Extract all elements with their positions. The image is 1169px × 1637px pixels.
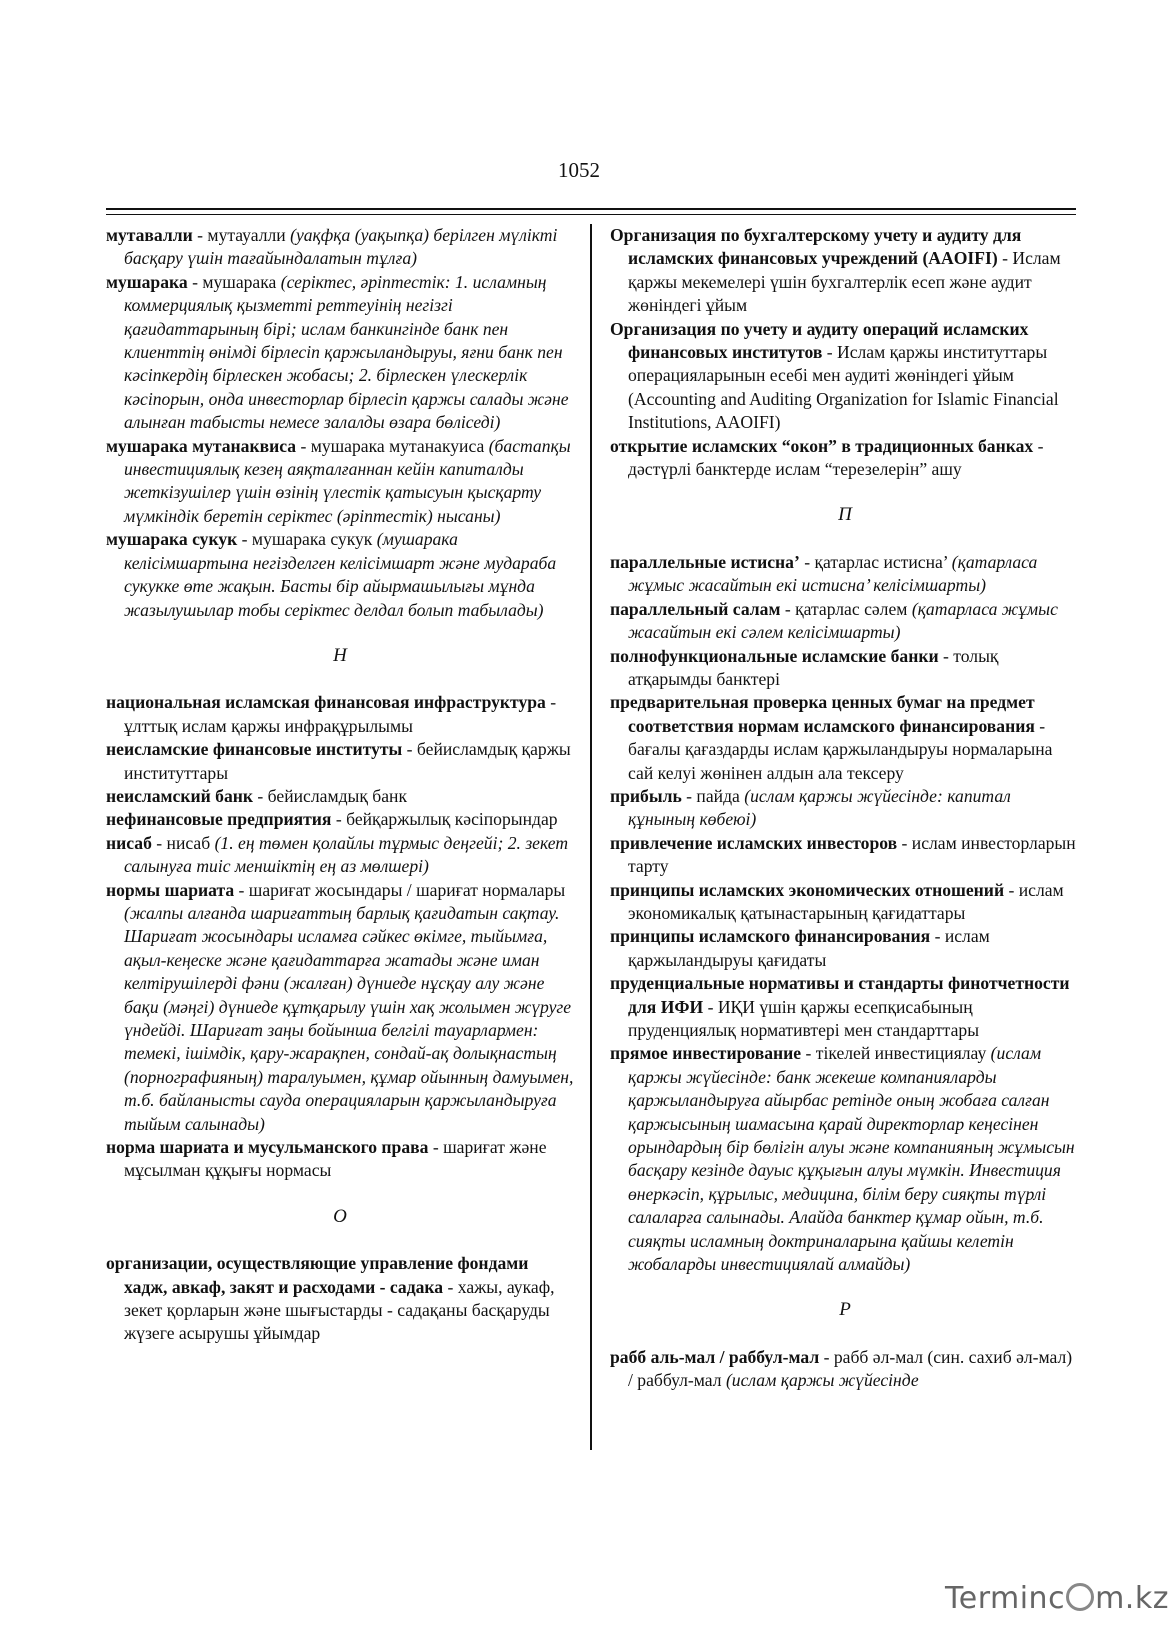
entry-term: мушарака — [106, 271, 188, 292]
glossary-entry — [610, 972, 1080, 1042]
entry-term: нисаб — [106, 832, 152, 853]
entry-term: мушарака мутанаквиса — [106, 435, 297, 456]
entry-gloss: (уақфқа (уақыпқа) берілген мүлікті басқару үшін тағайындалатын тұлға) — [124, 225, 558, 269]
entry-term: полнофункциональные исламские банки — [610, 645, 939, 666]
glossary-entry — [610, 1346, 1080, 1393]
entry-term: мутавалли — [106, 225, 193, 245]
entry-translation: - рабб әл-мал (син. сахиб әл-мал) / раббул-мал — [628, 1346, 1073, 1391]
glossary-entry — [610, 224, 1080, 318]
entry-term: привлечение исламских инвесторов — [610, 832, 898, 853]
entry-gloss: (жалпы алғанда шариғаттың барлық қағидатын сақтау. Шариғат жосындары исламға сәйкес өкімге, тыйымға, ақыл-кеңеске және қағидаттарға жатады және иман келтірушілерді фәни (жалған) дүниеде нұсқау алу және бақи (мәңгі) дүниеде құтқарылу үшін хақ жолымен жүруге үндейді. Шариғат заңы бойынша белгілі тауарлармен: темекі, ішімдік, қару-жарақпен, сондай-ақ долықнастың (порнографияның) таралуымен, құмар ойынның дамуымен, т.б. байланысты сауда операцияларын қаржыландыруға тыйым салынады) — [124, 902, 574, 1134]
entry-term: неисламские финансовые институты — [106, 739, 403, 760]
entry-translation: - шариғат жосындары / шариғат нормалары — [234, 879, 566, 900]
entry-term: предварительная проверка ценных бумаг на предмет соответствия нормам исламского финансирования — [610, 692, 1035, 736]
entry-translation: - ислам қаржыландыруы қағидаты — [628, 926, 990, 970]
header-rule-thin — [106, 214, 1076, 215]
entry-translation: - мушарака сукук — [237, 529, 377, 550]
entry-term: Организация по бухгалтерскому учету и аудиту для исламских финансовых учреждений (AAOIFI) — [610, 225, 1022, 269]
logo-ring-icon — [1066, 1583, 1094, 1611]
entry-translation: - бейқаржылық кәсіпорындар — [331, 809, 558, 830]
glossary-entry — [106, 528, 574, 622]
glossary-entry — [610, 691, 1080, 785]
entry-term: мушарака сукук — [106, 529, 238, 550]
glossary-entry — [610, 785, 1080, 832]
glossary-entry — [106, 738, 574, 785]
entry-translation: - нисаб — [151, 832, 215, 853]
entry-gloss: (мушарака келісімшартына негізделген келісімшарт және мудараба сукукке өте жақын. Басты бір айырмашылығы мұнда жазылушылар тобы серіктес делдал болып табылады) — [124, 529, 557, 620]
entry-term: прибыль — [610, 785, 682, 806]
logo-text-mid: erminc — [958, 1581, 1066, 1616]
glossary-entry — [106, 785, 574, 808]
entry-term: организации, осуществляющие управление фондами хадж, авкаф, закят и расходами - садака — [106, 1253, 529, 1297]
entry-term: пруденциальные нормативы и стандарты финотчетности для ИФИ — [610, 973, 1070, 1017]
entry-term: нормы шариата — [106, 879, 235, 900]
entry-gloss: (бастапқы инвестициялық кезең аяқталғаннан кейін капиталды жеткізушілер үшін өзінің үлестік қатысуын қысқарту мүмкіндік беретін серіктес (әріптестік) нысаны) — [124, 435, 571, 526]
left-column — [106, 224, 574, 1346]
entry-term: неисламский банк — [106, 785, 254, 806]
entry-gloss: (қатарласа жұмыс жасайтын екі сәлем келісімшарты) — [628, 598, 1058, 643]
glossary-entry — [106, 808, 574, 831]
glossary-entry — [106, 691, 574, 738]
entry-gloss: (ислам қаржы жүйесінде: банк жекеше компанияларды қаржыландыруға айырбас ретінде оның жобаға салған қаржысының шамасына қарай директорлар кеңесінен орындардың бір бөлігін алуы және компанияның жұмысын басқару кезінде дауыс құқығын алуы мүмкін. Инвестиция өнеркәсіп, құрылыс, медицина, білім беру сияқты түрлі салаларға салынады. Алайда банктер құмар ойын, т.б. сияқты исламның доктриналарына қайшы келетін жобаларды инвестициялай алмайды) — [628, 1043, 1075, 1275]
entry-translation: - ислам экономикалық қатынастарының қағидаттары — [628, 879, 1064, 923]
entry-term: открытие исламских “окон” в традиционных банках — [610, 435, 1034, 456]
entry-translation: - ИҚИ үшін қаржы есепқисабының пруденциялық нормативтері мен стандарттары — [628, 996, 980, 1040]
section-letter: П — [838, 504, 852, 526]
entry-translation: - ислам инвесторларын тарту — [628, 832, 1076, 877]
section-letter: Р — [839, 1299, 851, 1321]
entry-translation: - бейисламдық қаржы институттары — [124, 739, 571, 783]
entry-translation: - Ислам қаржы институттары операцияларынын есебі мен аудиті жөніндегі ұйым (Accounting and Auditing Organization for Islamic Financial Institutions, AAOIFI) — [628, 342, 1059, 433]
entry-translation: - мушарака мутанакуиса — [296, 435, 489, 456]
entry-term: прямое инвестирование — [610, 1043, 802, 1064]
logo-text-end: m.kz — [1095, 1581, 1169, 1616]
entry-translation: - бейисламдық банк — [253, 785, 408, 806]
termincom-logo — [945, 1581, 1169, 1623]
glossary-entry — [610, 1042, 1080, 1276]
entry-translation: - қатарлас истисна’ — [799, 551, 952, 572]
entry-translation: - мушарака — [187, 271, 281, 292]
entry-term: национальная исламская финансовая инфраструктура — [106, 692, 546, 713]
section-letter: О — [333, 1205, 347, 1227]
entry-translation: - қатарлас сәлем — [780, 598, 912, 619]
entry-translation: - бағалы қағаздарды ислам қаржыландыруы нормаларына сай келуі жөнінен алдын ала тексеру — [628, 715, 1053, 783]
entry-translation: - хажы, аукаф, зекет қорларын және шығыстарды - садақаны басқаруды жүзеге асырушы ұйымдар — [124, 1276, 555, 1344]
page-number: 1052 — [558, 158, 600, 182]
glossary-entry — [610, 318, 1080, 435]
entry-translation: - ұлттық ислам қаржы инфрақұрылымы — [124, 692, 557, 736]
column-divider — [590, 224, 592, 1450]
entry-term: параллельный салам — [610, 598, 781, 619]
glossary-entry — [610, 832, 1080, 879]
entry-translation: - Ислам қаржы мекемелері үшін бухгалтерлік есеп және аудит жөніндегі ұйым — [628, 248, 1061, 316]
entry-gloss: (серіктес, әріптестік: 1. исламның коммерциялық қызметті реттеуінің негізгі қағидаттарының бірі; ислам банкингінде банк пен клиенттің өнімді бірлесіп қаржыландыруы, яғни банк пен кәсіпкердің бірлескен жобасы; 2. бірлескен үлескерлік кәсіпорын, онда инвесторлар бірлесіп қаржы салады және алынған табысты немесе залалды өзара бөліседі) — [124, 271, 569, 433]
entry-gloss: (қатарласа жұмыс жасайтын екі истисна’ келісімшарты) — [628, 551, 1038, 596]
glossary-entry — [610, 598, 1080, 645]
entry-term: норма шариата и мусульманского права — [106, 1137, 429, 1158]
entry-gloss: (ислам қаржы жүйесінде — [725, 1370, 919, 1391]
entry-term: принципы исламского финансирования — [610, 926, 931, 947]
entry-translation: - толық атқарымды банктері — [628, 645, 999, 689]
logo-text-t: T — [945, 1581, 959, 1616]
entry-term: нефинансовые предприятия — [106, 809, 332, 830]
glossary-entry — [610, 435, 1080, 482]
entry-translation: - дәстүрлі банктерде ислам “терезелерін” ашу — [628, 435, 1044, 480]
header-rule-thick — [106, 208, 1076, 210]
glossary-entry — [610, 879, 1080, 926]
glossary-entry — [106, 435, 574, 529]
glossary-entry — [106, 879, 574, 1136]
entry-translation: - шариғат және мұсылман құқығы нормасы — [124, 1137, 547, 1181]
glossary-entry — [610, 645, 1080, 692]
entry-translation: - тікелей инвестициялау — [801, 1043, 991, 1064]
glossary-entry — [106, 271, 574, 435]
glossary-entry — [610, 551, 1080, 598]
glossary-entry — [610, 925, 1080, 972]
glossary-entry — [106, 1252, 574, 1346]
entry-term: принципы исламских экономических отношений — [610, 879, 1005, 900]
entry-translation: - мутауалли — [192, 225, 291, 245]
glossary-entry — [106, 224, 574, 271]
glossary-entry — [106, 832, 574, 879]
entry-gloss: (ислам қаржы жүйесінде: капитал құнының көбеюі) — [628, 785, 1011, 830]
entry-term: Организация по учету и аудиту операций исламских финансовых институтов — [610, 318, 1029, 363]
glossary-entry — [106, 1136, 574, 1183]
entry-term: параллельные истисна’ — [610, 551, 800, 572]
section-letter: Н — [333, 644, 347, 666]
entry-term: рабб аль-мал / раббул-мал — [610, 1346, 820, 1367]
right-column — [610, 224, 1080, 1393]
entry-gloss: (1. ең төмен қолайлы тұрмыс деңгейі; 2. зекет салынуға тиіс меншіктің ең аз мөлшері) — [124, 832, 569, 877]
entry-translation: - пайда — [681, 785, 745, 806]
